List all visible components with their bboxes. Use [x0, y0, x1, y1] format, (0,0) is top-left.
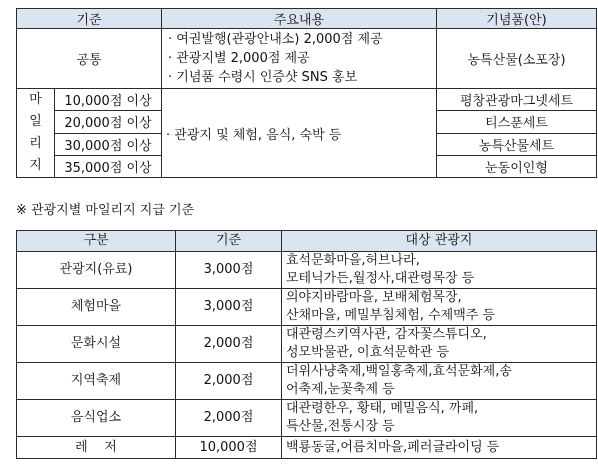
table-row [17, 400, 597, 437]
header-points: 기준 [176, 231, 282, 252]
row-category: 문화시설 [17, 326, 176, 363]
common-row [17, 29, 597, 89]
row-category: 관광지(유료) [17, 252, 176, 289]
row-points: 2,000점 [176, 400, 282, 437]
mileage-content: · 관광지 및 체험, 음식, 숙박 등 [162, 89, 437, 178]
row-category: 체험마을 [17, 289, 176, 326]
tier-gift: 티스푼세트 [437, 111, 597, 133]
tier-gift: 농특산물세트 [437, 133, 597, 155]
header-souvenir: 기념품(안) [437, 9, 597, 29]
souvenir-criteria-table [16, 8, 597, 178]
header-category: 구분 [17, 231, 176, 252]
row-targets: 효석문화마을,허브나라, 모테닉가든,월정사,대관령목장 등 [282, 252, 597, 289]
table2-header-row [17, 231, 597, 252]
common-bullet-1: · 여권발행(관광안내소) 2,000점 제공 [168, 32, 383, 47]
common-bullet-3: · 기념품 수령시 인증샷 SNS 홍보 [168, 70, 358, 85]
row-points: 2,000점 [176, 326, 282, 363]
row-points: 3,000점 [176, 289, 282, 326]
table-row [17, 437, 597, 459]
table-row [17, 289, 597, 326]
header-main-content: 주요내용 [162, 9, 437, 29]
tier-points: 10,000점 이상 [55, 89, 162, 111]
row-category: 음식업소 [17, 400, 176, 437]
header-criteria: 기준 [17, 9, 162, 29]
row-points: 3,000점 [176, 252, 282, 289]
row-points: 10,000점 [176, 437, 282, 459]
mileage-criteria-note: ※ 관광지별 마일리지 지급 기준 [16, 203, 195, 218]
row-targets: 더위사냥축제,백일홍축제,효석문화제,송 어축제,눈꽃축제 등 [282, 363, 597, 400]
table-row [17, 326, 597, 363]
header-targets: 대상 관광지 [282, 231, 597, 252]
row-points: 2,000점 [176, 363, 282, 400]
mileage-criteria-table [16, 230, 597, 459]
common-gift: 농특산물(소포장) [437, 29, 597, 89]
tier-points: 20,000점 이상 [55, 111, 162, 133]
table-row [17, 363, 597, 400]
row-category: 지역축제 [17, 363, 176, 400]
common-bullets [162, 29, 437, 89]
row-targets: 대관령스키역사관, 감자꽃스튜디오, 성모박물관, 이효석문학관 등 [282, 326, 597, 363]
row-targets: 대관령한우, 황태, 메밀음식, 까페, 특산물,전통시장 등 [282, 400, 597, 437]
row-targets: 의야지바람마을, 보배체험목장, 산채마을, 메밀부침체험, 수제맥주 등 [282, 289, 597, 326]
mileage-tier-row [17, 89, 597, 111]
common-bullet-2: · 관광지별 2,000점 제공 [168, 51, 310, 66]
row-targets: 백룡동굴,어름치마을,페러글라이딩 등 [282, 437, 597, 459]
mileage-label: 마 일 리 지 [17, 89, 55, 178]
row-category: 레 저 [17, 437, 176, 459]
tier-points: 30,000점 이상 [55, 133, 162, 155]
tier-points: 35,000점 이상 [55, 155, 162, 177]
tier-gift: 눈동이인형 [437, 155, 597, 177]
common-label: 공통 [17, 29, 162, 89]
table1-header-row [17, 9, 597, 29]
tier-gift: 평창관광마그넷세트 [437, 89, 597, 111]
table-row [17, 252, 597, 289]
